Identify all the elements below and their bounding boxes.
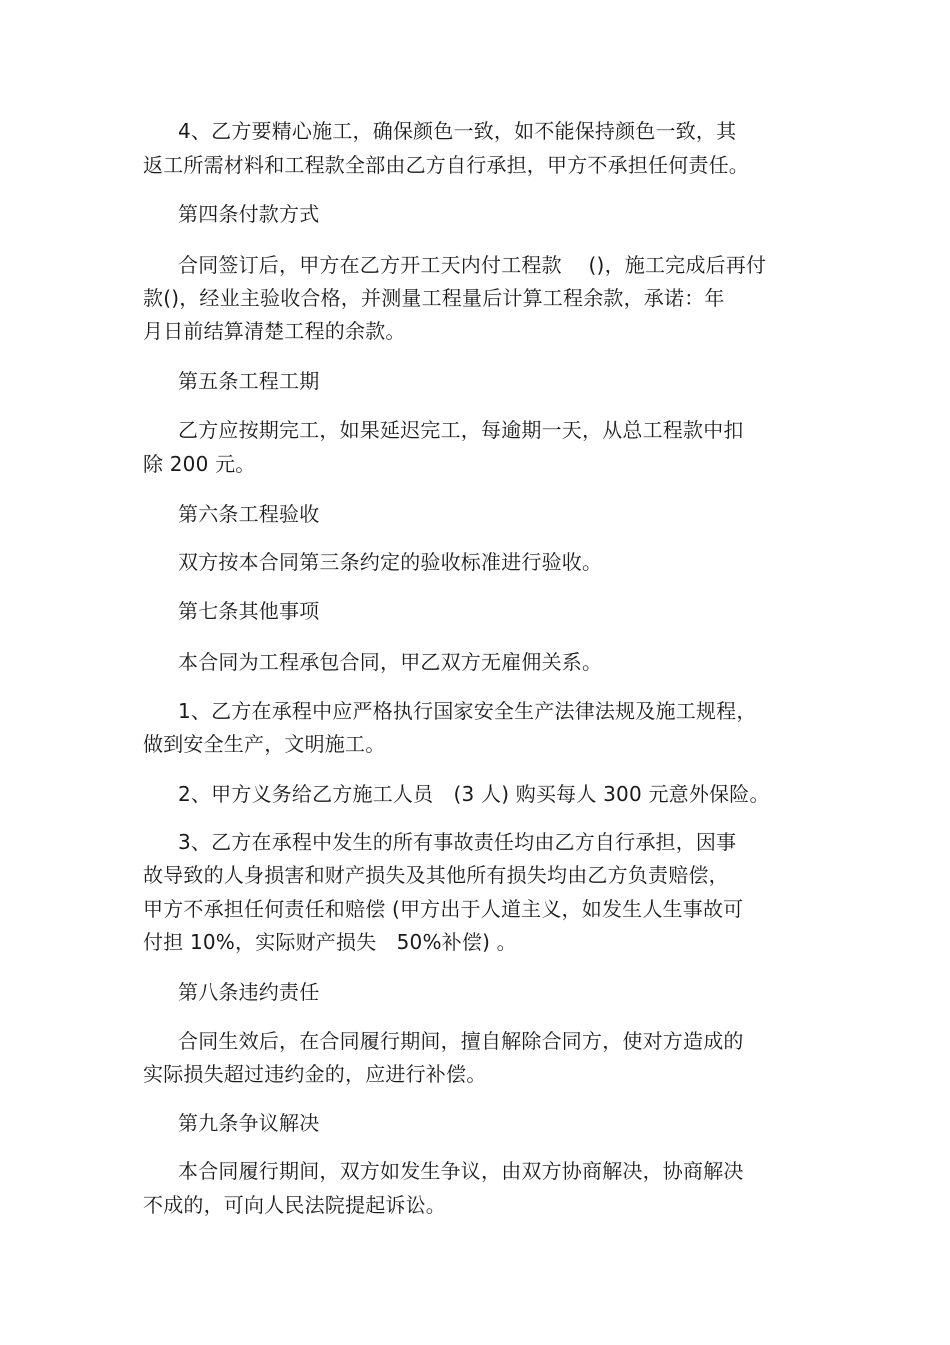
paragraph-line: 4、乙方要精心施工，确保颜色一致，如不能保持颜色一致，其 bbox=[178, 119, 737, 143]
paragraph-line: 做到安全生产，文明施工。 bbox=[143, 732, 386, 756]
paragraph-line: 本合同为工程承包合同，甲乙双方无雇佣关系。 bbox=[178, 650, 603, 674]
paragraph-line: 付担 10%，实际财产损失 50%补偿) 。 bbox=[143, 930, 517, 954]
paragraph-line: 双方按本合同第三条约定的验收标准进行验收。 bbox=[178, 550, 603, 574]
paragraph-line: 返工所需材料和工程款全部由乙方自行承担，甲方不承担任何责任。 bbox=[143, 153, 749, 177]
section-heading: 第四条付款方式 bbox=[178, 202, 320, 226]
paragraph-line: 不成的，可向人民法院提起诉讼。 bbox=[143, 1193, 446, 1217]
paragraph-line: 合同生效后，在合同履行期间，擅自解除合同方，使对方造成的 bbox=[178, 1029, 744, 1053]
section-heading: 第七条其他事项 bbox=[178, 599, 320, 623]
paragraph-line: 甲方不承担任何责任和赔偿 (甲方出于人道主义，如发生人生事故可 bbox=[143, 897, 744, 921]
paragraph-line: 实际损失超过违约金的，应进行补偿。 bbox=[143, 1062, 487, 1086]
section-heading: 第六条工程验收 bbox=[178, 502, 320, 526]
paragraph-line: 故导致的人身损害和财产损失及其他所有损失均由乙方负责赔偿， bbox=[143, 863, 729, 887]
paragraph-line: 合同签订后，甲方在乙方开工天内付工程款 ()，施工完成后再付 bbox=[178, 253, 767, 277]
paragraph-line: 乙方应按期完工，如果延迟完工，每逾期一天，从总工程款中扣 bbox=[178, 418, 744, 442]
paragraph-line: 3、乙方在承程中发生的所有事故责任均由乙方自行承担，因事 bbox=[178, 830, 737, 854]
paragraph-line: 款()，经业主验收合格，并测量工程量后计算工程余款，承诺：年 bbox=[143, 286, 725, 310]
paragraph-line: 2、甲方义务给乙方施工人员 (3 人) 购买每人 300 元意外保险。 bbox=[178, 782, 770, 806]
paragraph-line: 除 200 元。 bbox=[143, 452, 256, 476]
paragraph-line: 月日前结算清楚工程的余款。 bbox=[143, 319, 406, 343]
section-heading: 第八条违约责任 bbox=[178, 980, 320, 1004]
paragraph-line: 1、乙方在承程中应严格执行国家安全生产法律法规及施工规程， bbox=[178, 699, 757, 723]
paragraph-line: 本合同履行期间，双方如发生争议，由双方协商解决，协商解决 bbox=[178, 1159, 744, 1183]
section-heading: 第五条工程工期 bbox=[178, 369, 320, 393]
section-heading: 第九条争议解决 bbox=[178, 1111, 320, 1135]
